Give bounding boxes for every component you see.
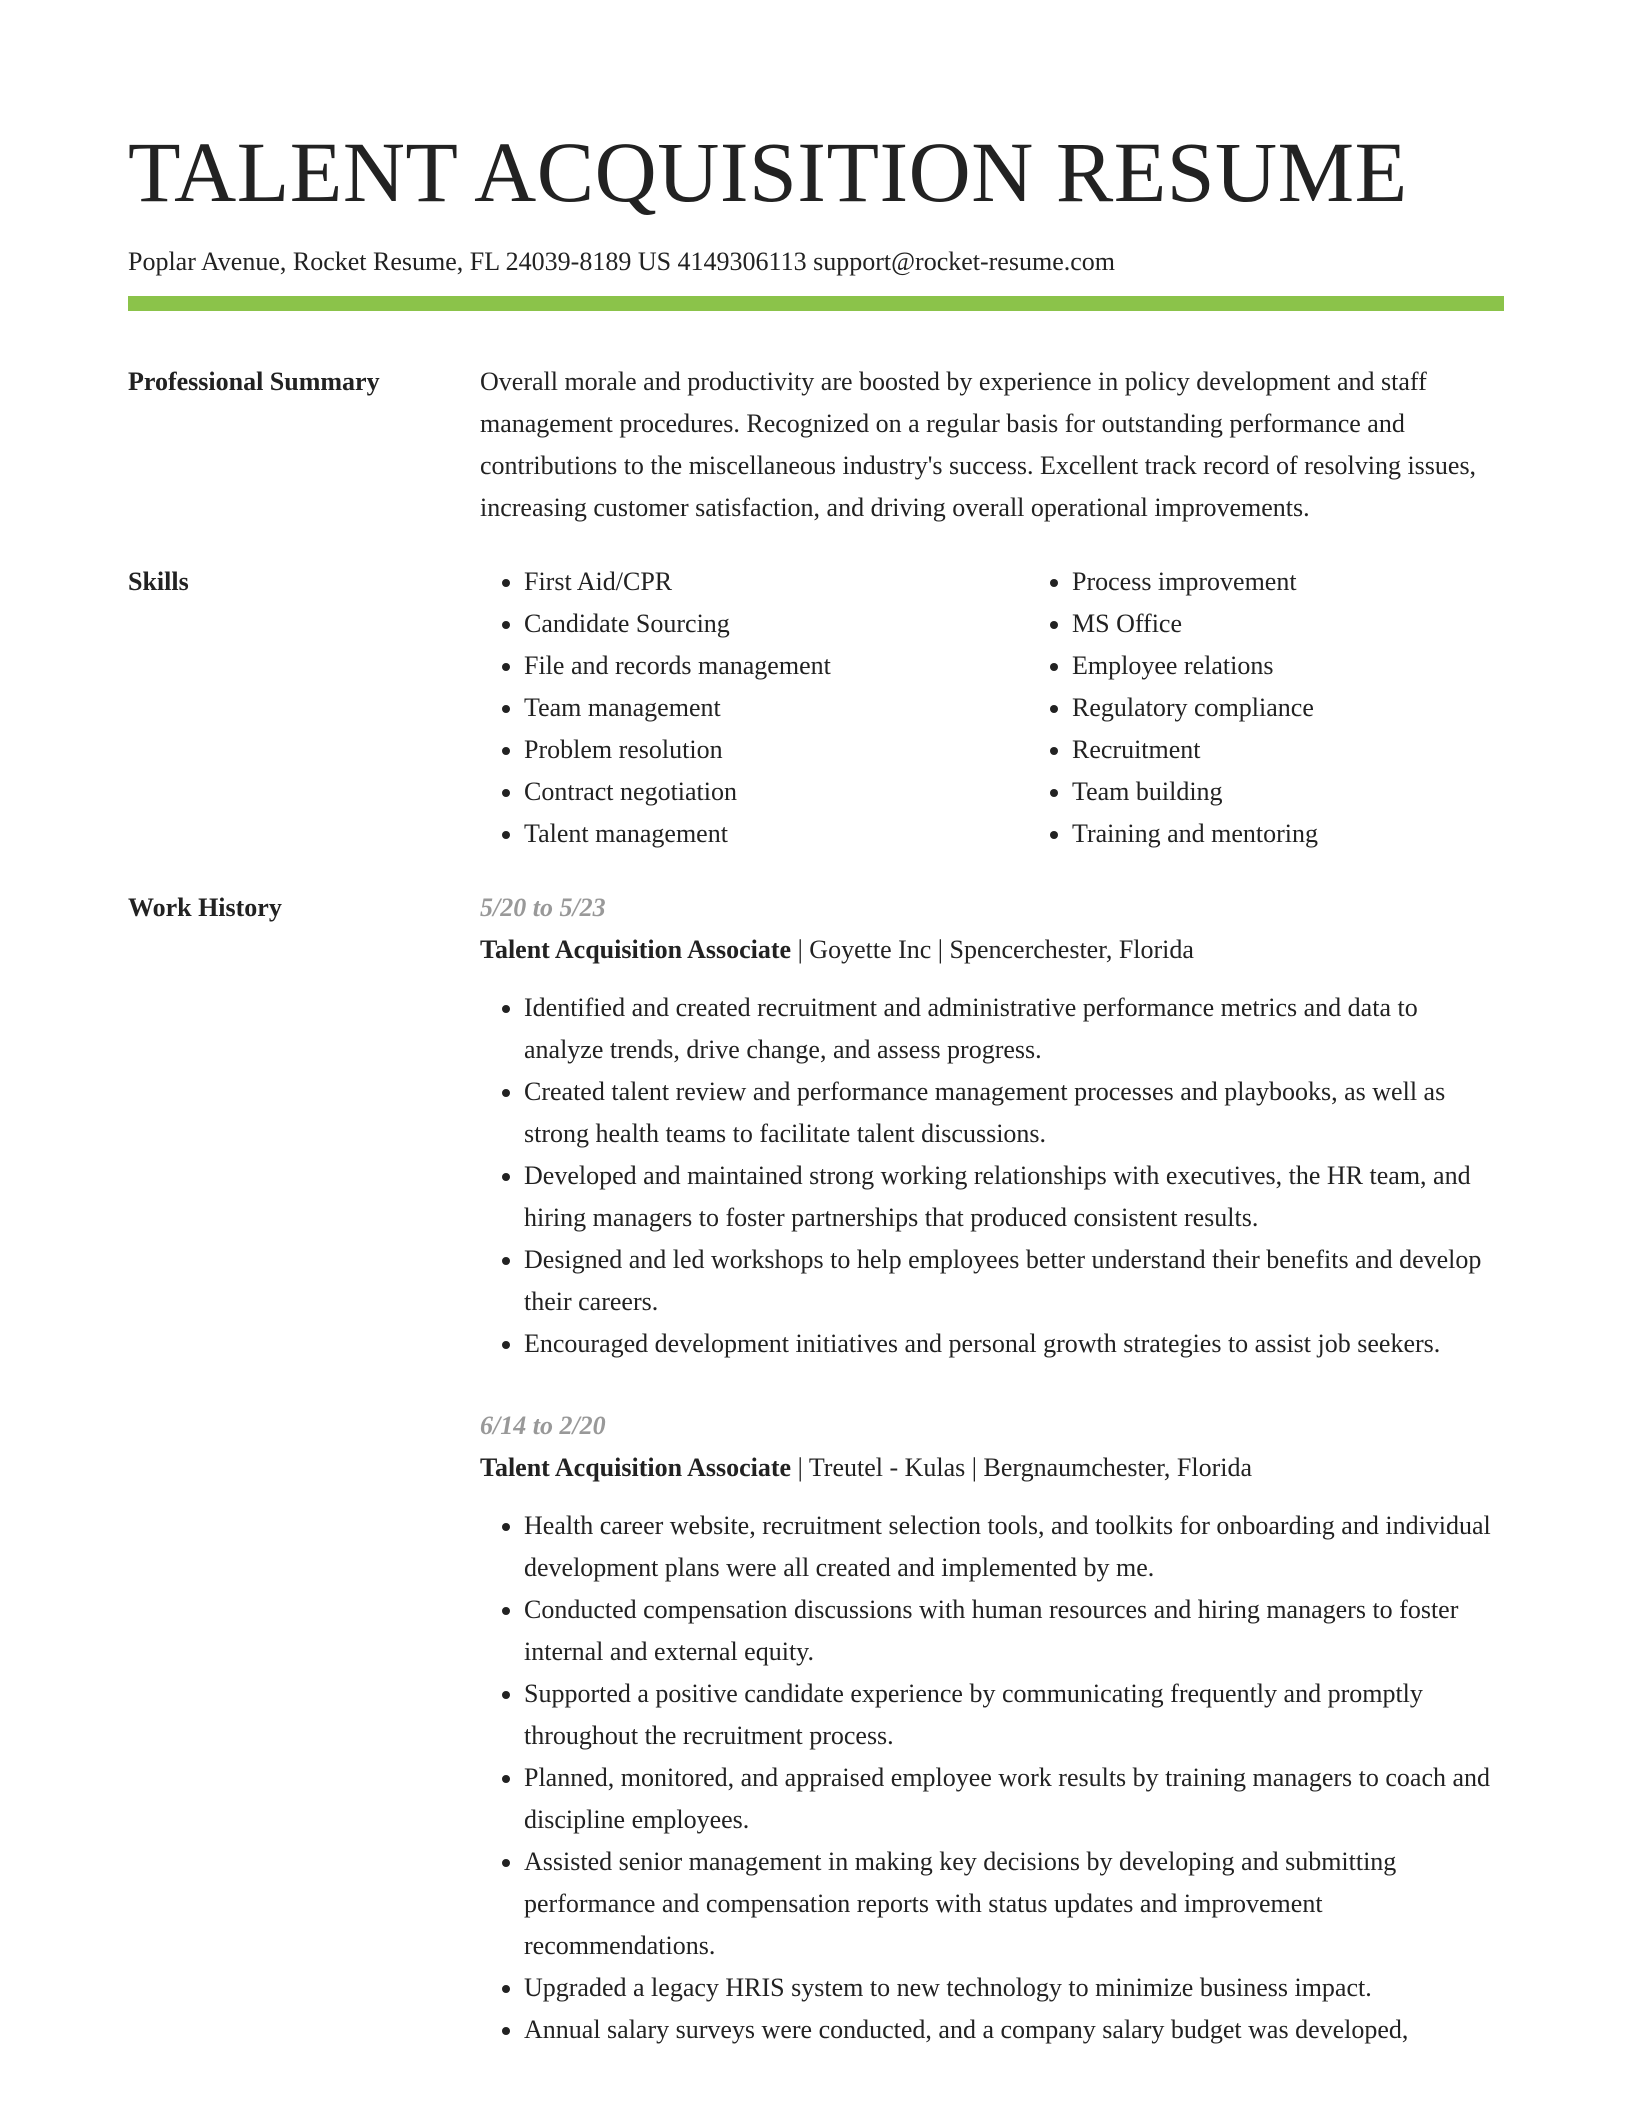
section-label-work-history: Work History: [128, 893, 282, 922]
job-title-line: [480, 1447, 1504, 1489]
job-bullet: • Planned, monitored, and appraised employee work results by training managers to coach and discipline employees.: [524, 1757, 1504, 1841]
job-dates: 6/14 to 2/20: [480, 1411, 606, 1440]
job-company-location: | Treutel - Kulas | Bergnaumchester, Florida: [791, 1453, 1253, 1482]
skill-item: • Recruitment: [1072, 729, 1576, 771]
job-title: Talent Acquisition Associate: [480, 1453, 792, 1482]
job-bullet: • Upgraded a legacy HRIS system to new technology to minimize business impact.: [524, 1967, 1504, 2009]
skill-item: • MS Office: [1072, 603, 1576, 645]
job-bullet: • Annual salary surveys were conducted, and a company salary budget was developed,: [524, 2009, 1504, 2051]
job-bullets: [480, 987, 1504, 1365]
job-bullet: • Health career website, recruitment selection tools, and toolkits for onboarding and individual development plans were all created and implemented by me.: [524, 1505, 1504, 1589]
skill-item: • File and records management: [524, 645, 1028, 687]
job-title: Talent Acquisition Associate: [480, 935, 792, 964]
summary-text: Overall morale and productivity are boosted by experience in policy development and staff management procedures. Recognized on a regular basis for outstanding performance and contributions to the miscellaneous industry's success. Excellent track record of resolving issues, increasing customer satisfaction, and driving overall operational improvements.: [480, 367, 1477, 522]
job-bullet: • Created talent review and performance management processes and playbooks, as well as strong health teams to facilitate talent discussions.: [524, 1071, 1504, 1155]
skill-item: • First Aid/CPR: [524, 561, 1028, 603]
skill-item: • Talent management: [524, 813, 1028, 855]
resume-page: [128, 0, 1504, 2091]
skill-item: • Training and mentoring: [1072, 813, 1576, 855]
job-entry: [480, 1405, 1504, 2051]
skills-list-left: [480, 561, 1028, 855]
professional-summary-section: [128, 361, 1504, 529]
skills-section: [128, 561, 1504, 855]
job-entry: [480, 887, 1504, 1365]
section-body-professional-summary: [480, 361, 1504, 529]
job-bullet: • Supported a positive candidate experience by communicating frequently and promptly throughout the recruitment process.: [524, 1673, 1504, 1757]
section-body-work-history: [480, 887, 1504, 2091]
skill-item: • Team management: [524, 687, 1028, 729]
skill-item: • Regulatory compliance: [1072, 687, 1576, 729]
job-company-location: | Goyette Inc | Spencerchester, Florida: [791, 935, 1194, 964]
skill-item: • Candidate Sourcing: [524, 603, 1028, 645]
job-bullet: • Developed and maintained strong working relationships with executives, the HR team, and hiring managers to foster partnerships that produced consistent results.: [524, 1155, 1504, 1239]
job-bullets: [480, 1505, 1504, 2051]
work-history-section: [128, 887, 1504, 2091]
skill-item: • Employee relations: [1072, 645, 1576, 687]
skill-item: • Process improvement: [1072, 561, 1576, 603]
header-divider: [128, 296, 1504, 311]
skill-item: • Team building: [1072, 771, 1576, 813]
resume-title: TALENT ACQUISITION RESUME: [128, 124, 1408, 220]
skills-columns: [480, 561, 1576, 855]
job-dates: 5/20 to 5/23: [480, 893, 606, 922]
job-bullet: • Assisted senior management in making key decisions by developing and submitting performance and compensation reports with status updates and improvement recommendations.: [524, 1841, 1504, 1967]
job-title-line: [480, 929, 1504, 971]
job-bullet: • Conducted compensation discussions with human resources and hiring managers to foster internal and external equity.: [524, 1589, 1504, 1673]
skills-list-right: [1028, 561, 1576, 855]
skill-item: • Problem resolution: [524, 729, 1028, 771]
section-label-professional-summary: Professional Summary: [128, 367, 380, 396]
skill-item: • Contract negotiation: [524, 771, 1028, 813]
job-bullet: • Encouraged development initiatives and personal growth strategies to assist job seekers.: [524, 1323, 1504, 1365]
job-bullet: • Identified and created recruitment and administrative performance metrics and data to analyze trends, drive change, and assess progress.: [524, 987, 1504, 1071]
section-label-skills: Skills: [128, 567, 189, 596]
contact-line: Poplar Avenue, Rocket Resume, FL 24039-8189 US 4149306113 support@rocket-resume.com: [128, 247, 1115, 276]
job-bullet: • Designed and led workshops to help employees better understand their benefits and develop their careers.: [524, 1239, 1504, 1323]
